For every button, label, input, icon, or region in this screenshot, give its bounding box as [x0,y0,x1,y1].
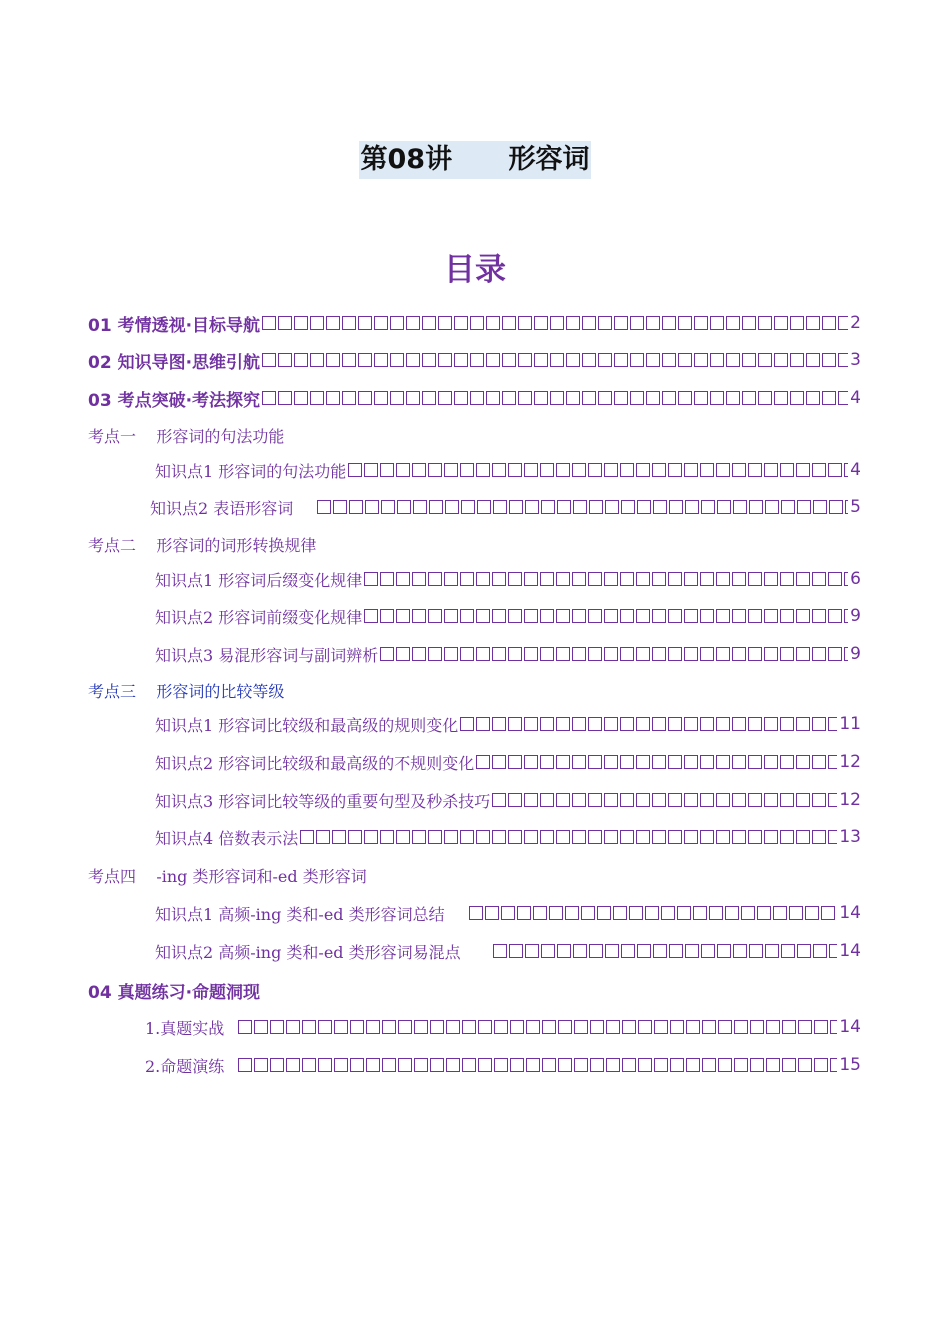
toc-entry-04[interactable] [88,976,861,1004]
toc-entry-4-1[interactable] [155,899,861,927]
toc-entry-label: 2.命题演练 [145,1056,225,1076]
title-wrapper [0,141,950,179]
toc-page-number: 5 [850,497,861,517]
toc-entry-label: 知识点2 表语形容词 [150,498,294,518]
toc-entry-label: 知识点3 形容词比较等级的重要句型及秒杀技巧 [155,791,491,811]
toc-entry-4-2[interactable] [155,937,861,965]
toc-page-number: 13 [839,827,861,847]
toc-page-number: 6 [850,569,861,589]
toc-leader [476,755,837,769]
toc-heading: 目录 [444,252,506,288]
toc-page-number: 9 [850,606,861,626]
toc-entry-label: 1.真题实战 [145,1018,225,1038]
toc-entry-4-practice[interactable] [145,1013,861,1041]
document-title: 第08讲 形容词 [359,141,592,179]
toc-section-4[interactable] [88,861,861,889]
toc-page-number: 14 [839,1017,861,1037]
toc-section-1[interactable] [88,421,861,449]
toc-entry-label: 04 真题练习·命题洞现 [88,982,261,1003]
toc-leader [238,1058,837,1072]
toc-section-label: 考点三 形容词的比较等级 [88,681,285,701]
toc-entry-2-1[interactable] [155,565,861,593]
toc-entry-label: 知识点2 形容词前缀变化规律 [155,607,363,627]
toc-leader [469,906,838,920]
toc-leader [238,1020,837,1034]
toc-entry-label: 知识点4 倍数表示法 [155,828,299,848]
toc-page-number: 11 [839,714,861,734]
toc-page-number: 3 [850,350,861,370]
toc-page-number: 14 [839,941,861,961]
toc-leader [317,500,848,514]
toc-page-number: 12 [839,790,861,810]
toc-leader [262,391,848,405]
toc-entry-label: 知识点1 形容词的句法功能 [155,461,347,481]
toc-entry-3-4[interactable] [155,823,861,851]
toc-leader [348,463,848,477]
toc-entry-label: 02 知识导图·思维引航 [88,352,261,373]
toc-leader [364,572,848,586]
toc-page-number: 12 [839,752,861,772]
toc-leader [492,793,837,807]
toc-section-3[interactable] [88,676,861,704]
toc-entry-4-drill[interactable] [145,1051,861,1079]
toc-section-label: 考点二 形容词的词形转换规律 [88,535,317,555]
toc-leader [300,830,837,844]
toc-page-number: 14 [839,903,861,923]
toc-entry-label: 知识点2 高频-ing 类和-ed 类形容词易混点 [155,942,461,962]
toc-entry-03[interactable] [88,384,861,412]
toc-entry-1-2[interactable] [150,493,861,521]
toc-page-number: 2 [850,313,861,333]
toc-entry-2-3[interactable] [155,640,861,668]
toc-entry-2-2[interactable] [155,602,861,630]
toc-page-number: 4 [850,388,861,408]
toc-entry-01[interactable] [88,309,861,337]
toc-entry-label: 知识点3 易混形容词与副词辨析 [155,645,379,665]
toc-entry-label: 知识点2 形容词比较级和最高级的不规则变化 [155,753,475,773]
toc-entry-label: 知识点1 形容词比较级和最高级的规则变化 [155,715,459,735]
toc-entry-label: 01 考情透视·目标导航 [88,315,261,336]
toc-leader [262,353,848,367]
toc-entry-3-3[interactable] [155,786,861,814]
toc-entry-label: 知识点1 形容词后缀变化规律 [155,570,363,590]
toc-page-number: 4 [850,460,861,480]
toc-entry-label: 03 考点突破·考法探究 [88,390,261,411]
toc-entry-02[interactable] [88,346,861,374]
toc-leader [262,316,848,330]
toc-leader [380,647,848,661]
toc-page-number: 15 [839,1055,861,1075]
toc-section-label: 考点四 -ing 类形容词和-ed 类形容词 [88,866,367,886]
toc-leader [364,609,848,623]
toc-section-label: 考点一 形容词的句法功能 [88,426,285,446]
toc-leader [460,717,837,731]
toc-entry-3-2[interactable] [155,748,861,776]
toc-page-number: 9 [850,644,861,664]
toc-entry-1-1[interactable] [155,456,861,484]
toc-entry-label: 知识点1 高频-ing 类和-ed 类形容词总结 [155,904,445,924]
toc-leader [493,944,838,958]
toc-section-2[interactable] [88,530,861,558]
toc-entry-3-1[interactable] [155,710,861,738]
